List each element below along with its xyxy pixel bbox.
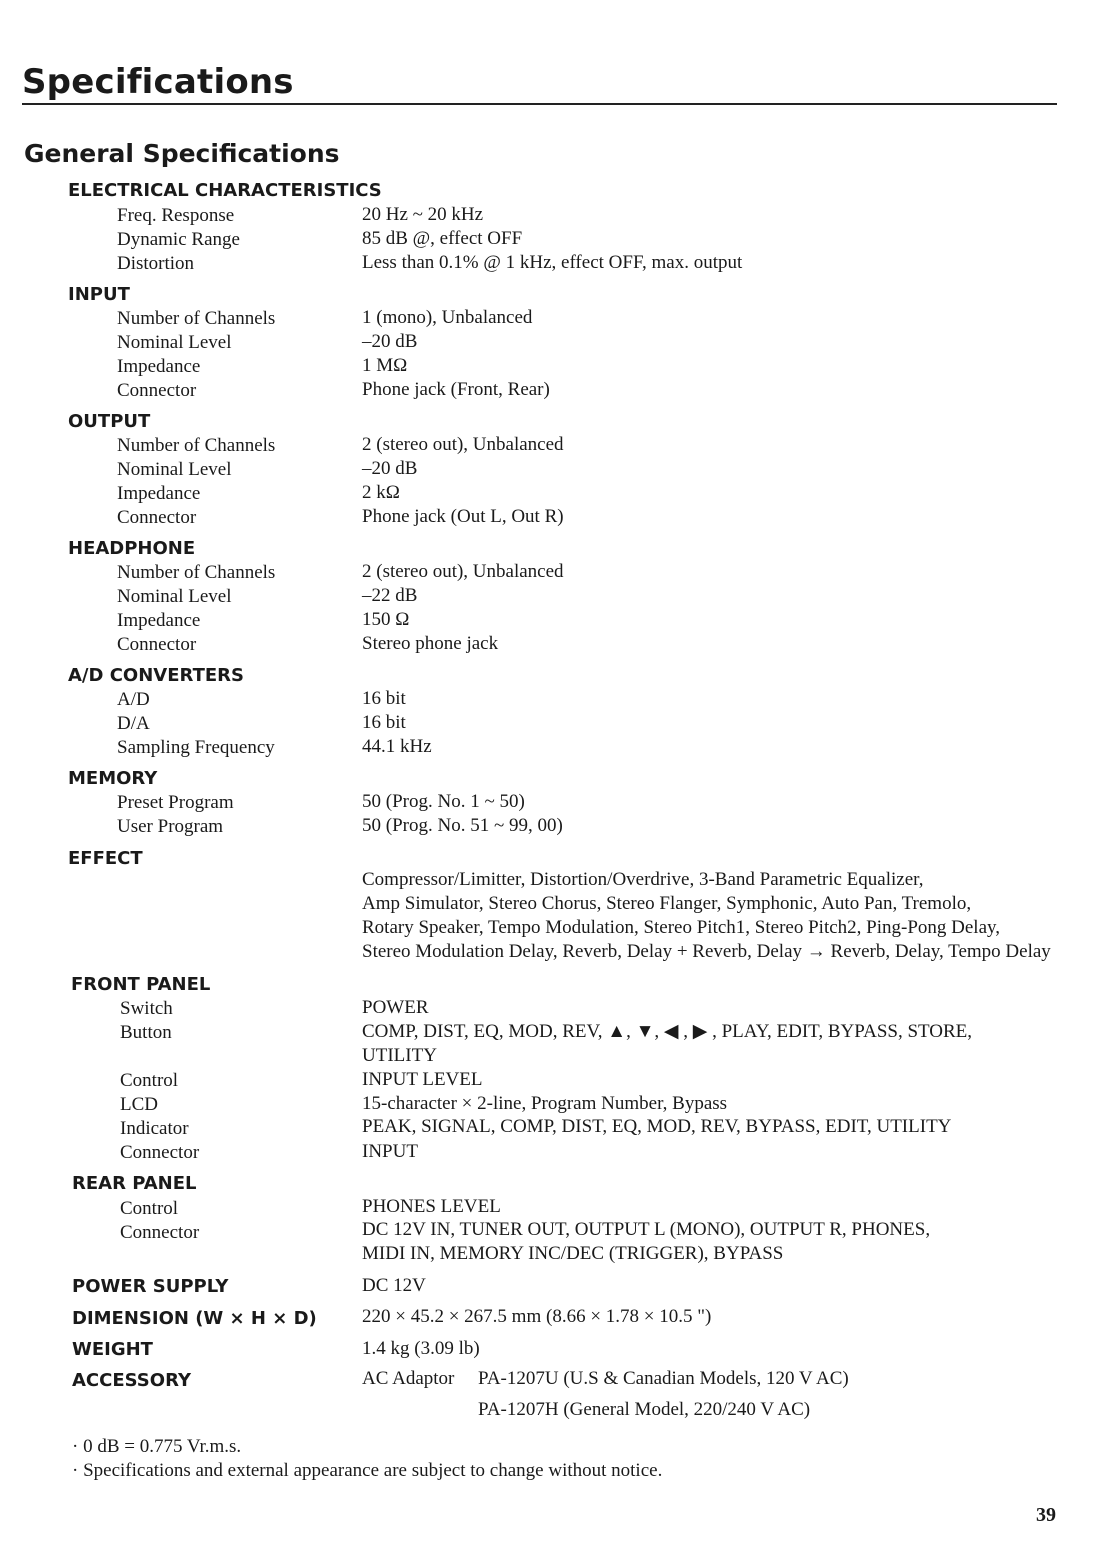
effect-line: Amp Simulator, Stereo Chorus, Stereo Flanger, Symphonic, Auto Pan, Tremolo, [362,893,972,914]
heading-accessory: ACCESSORY [72,1370,191,1391]
effect-line: Compressor/Limitter, Distortion/Overdrive, 3-Band Parametric Equalizer, [362,869,924,890]
spec-label: Connector [120,1142,200,1163]
spec-value: UTILITY [362,1045,437,1066]
spec-label: Dynamic Range [117,229,240,250]
spec-label: Indicator [120,1118,189,1139]
spec-value: 220 × 45.2 × 267.5 mm (8.66 × 1.78 × 10.5 ") [362,1306,712,1327]
section-title: General Specifications [24,139,340,168]
heading-front-panel: FRONT PANEL [71,974,211,995]
footnote: · 0 dB = 0.775 Vr.m.s. [72,1436,242,1457]
spec-label: Nominal Level [117,459,232,480]
page-number: 39 [1036,1504,1056,1526]
heading-effect: EFFECT [68,848,143,869]
spec-label: Impedance [117,610,201,631]
spec-value: Stereo phone jack [362,633,499,654]
spec-label: Freq. Response [117,205,235,226]
spec-value: –22 dB [362,585,418,606]
spec-label: Control [120,1070,179,1091]
effect-line: Stereo Modulation Delay, Reverb, Delay + Reverb, Delay → Reverb, Delay, Tempo Delay [362,941,1051,962]
spec-value: DC 12V IN, TUNER OUT, OUTPUT L (MONO), OUTPUT R, PHONES, [362,1219,931,1240]
spec-label: Connector [120,1222,200,1243]
spec-label: User Program [117,816,224,837]
accessory-item: AC Adaptor [362,1368,455,1389]
heading-rear-panel: REAR PANEL [72,1173,197,1194]
spec-label: Number of Channels [117,435,276,456]
title-rule [22,103,1057,105]
spec-label: Impedance [117,356,201,377]
spec-value: INPUT LEVEL [362,1069,483,1090]
heading-memory: MEMORY [68,768,158,789]
spec-value: –20 dB [362,458,418,479]
spec-value: 150 Ω [362,609,410,630]
spec-value: 1.4 kg (3.09 lb) [362,1338,480,1359]
spec-value: Phone jack (Out L, Out R) [362,506,564,527]
footnote: · Specifications and external appearance are subject to change without notice. [72,1460,663,1481]
accessory-model: PA-1207H (General Model, 220/240 V AC) [478,1399,811,1420]
spec-value: INPUT [362,1141,418,1162]
spec-value: 50 (Prog. No. 1 ~ 50) [362,791,525,812]
spec-value: 2 (stereo out), Unbalanced [362,434,564,455]
spec-value: –20 dB [362,331,418,352]
heading-input: INPUT [68,284,130,305]
spec-value: 2 kΩ [362,482,400,503]
heading-power-supply: POWER SUPPLY [72,1276,229,1297]
spec-label: Distortion [117,253,195,274]
spec-label: Control [120,1198,179,1219]
spec-value: POWER [362,997,429,1018]
spec-value: Less than 0.1% @ 1 kHz, effect OFF, max. output [362,252,743,273]
spec-label: Sampling Frequency [117,737,275,758]
heading-dimension: DIMENSION (W × H × D) [72,1308,317,1329]
heading-headphone: HEADPHONE [68,538,196,559]
spec-label: D/A [117,713,150,734]
spec-value: 1 MΩ [362,355,408,376]
spec-value: 15-character × 2-line, Program Number, Bypass [362,1093,728,1114]
spec-label: Connector [117,380,197,401]
heading-electrical: ELECTRICAL CHARACTERISTICS [68,180,382,201]
spec-value: PEAK, SIGNAL, COMP, DIST, EQ, MOD, REV, BYPASS, EDIT, UTILITY [362,1116,952,1137]
spec-label: Number of Channels [117,562,276,583]
spec-label: Connector [117,507,197,528]
spec-value: 20 Hz ~ 20 kHz [362,204,484,225]
spec-value: Phone jack (Front, Rear) [362,379,550,400]
spec-value: PHONES LEVEL [362,1196,501,1217]
spec-value: 85 dB @, effect OFF [362,228,523,249]
spec-value: COMP, DIST, EQ, MOD, REV, ▲, ▼, ◀ , ▶ , PLAY, EDIT, BYPASS, STORE, [362,1021,973,1042]
spec-label: A/D [117,689,150,710]
spec-value: 1 (mono), Unbalanced [362,307,533,328]
spec-label: Impedance [117,483,201,504]
spec-value: 50 (Prog. No. 51 ~ 99, 00) [362,815,563,836]
heading-ad-converters: A/D CONVERTERS [68,665,244,686]
spec-label: Nominal Level [117,586,232,607]
spec-label: Preset Program [117,792,234,813]
spec-label: LCD [120,1094,158,1115]
page-title: Specifications [22,62,294,102]
spec-value: 16 bit [362,712,406,733]
spec-value: 2 (stereo out), Unbalanced [362,561,564,582]
spec-value: MIDI IN, MEMORY INC/DEC (TRIGGER), BYPASS [362,1243,784,1264]
spec-label: Number of Channels [117,308,276,329]
accessory-model: PA-1207U (U.S & Canadian Models, 120 V AC) [478,1368,849,1389]
spec-label: Nominal Level [117,332,232,353]
spec-value: 16 bit [362,688,406,709]
spec-value: DC 12V [362,1275,426,1296]
effect-line: Rotary Speaker, Tempo Modulation, Stereo Pitch1, Stereo Pitch2, Ping-Pong Delay, [362,917,1001,938]
spec-value: 44.1 kHz [362,736,432,757]
spec-label: Connector [117,634,197,655]
spec-label: Button [120,1022,172,1043]
heading-output: OUTPUT [68,411,151,432]
heading-weight: WEIGHT [72,1339,153,1360]
spec-label: Switch [120,998,173,1019]
